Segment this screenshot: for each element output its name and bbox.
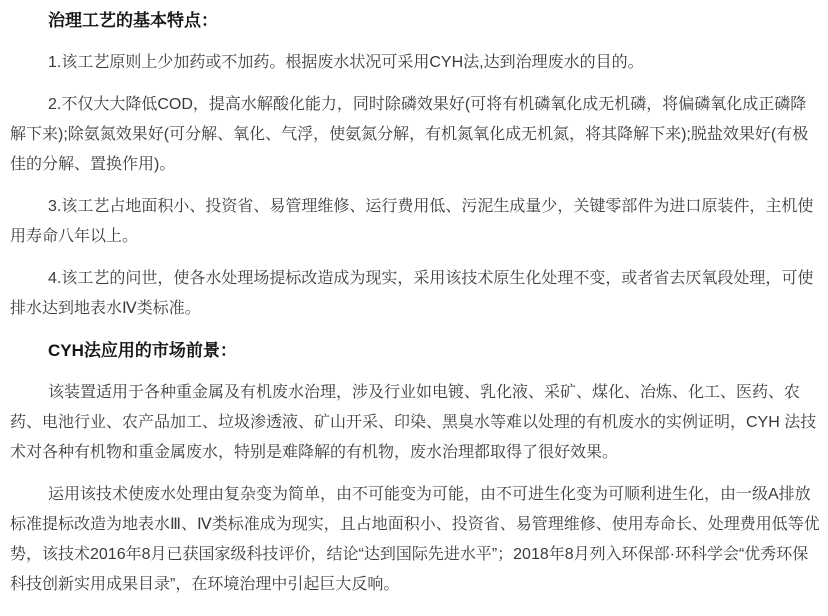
paragraph-feature-2: 2.不仅大大降低COD，提高水解酸化能力，同时除磷效果好(可将有机磷氧化成无机磷，将偏磷氧化成正磷降解下来);除氨氮效果好(可分解、氧化、气浮，使氨氮分解，有机氮氧化成无机氮，将其降解下来);脱盐效果好(有极佳的分解、置换作用)。 (10, 96, 809, 173)
section-heading-treatment-process-features: 治理工艺的基本特点： (48, 11, 218, 30)
section-heading-market-prospects: CYH法应用的市场前景： (48, 341, 237, 360)
paragraph-feature-4: 4.该工艺的问世，使各水处理场提标改造成为现实，采用该技术原生化处理不变，或者省去厌氧段处理，可使排水达到地表水Ⅳ类标准。 (10, 270, 814, 317)
paragraph-market-achievements: 运用该技术使废水处理由复杂变为简单，由不可能变为可能，由不可进生化变为可顺利进生化，由一级A排放标准提标改造为地表水Ⅲ、Ⅳ类标准成为现实，且占地面积小、投资省、易管理维修、使用寿命长、处理费用低等优势，该技术2016年8月已获国家级科技评价，结论“达到国际先进水平”；2018年8月列入环保部·环科学会“优秀环保科技创新实用成果目录”，在环境治理中引起巨大反响。 (10, 486, 820, 593)
paragraph-feature-3: 3.该工艺占地面积小、投资省、易管理维修、运行费用低、污泥生成量少，关键零部件为进口原装件，主机使用寿命八年以上。 (10, 198, 814, 245)
paragraph-market-applications: 该装置适用于各种重金属及有机废水治理，涉及行业如电镀、乳化液、采矿、煤化、冶炼、化工、医药、农药、电池行业、农产品加工、垃圾渗透液、矿山开采、印染、黑臭水等难以处理的有机废水的实例证明，CYH 法技术对各种有机物和重金属废水，特别是难降解的有机物，废水治理都取得了很好效果。 (10, 384, 817, 461)
paragraph-feature-1: 1.该工艺原则上少加药或不加药。根据废水状况可采用CYH法,达到治理废水的目的。 (48, 54, 644, 71)
